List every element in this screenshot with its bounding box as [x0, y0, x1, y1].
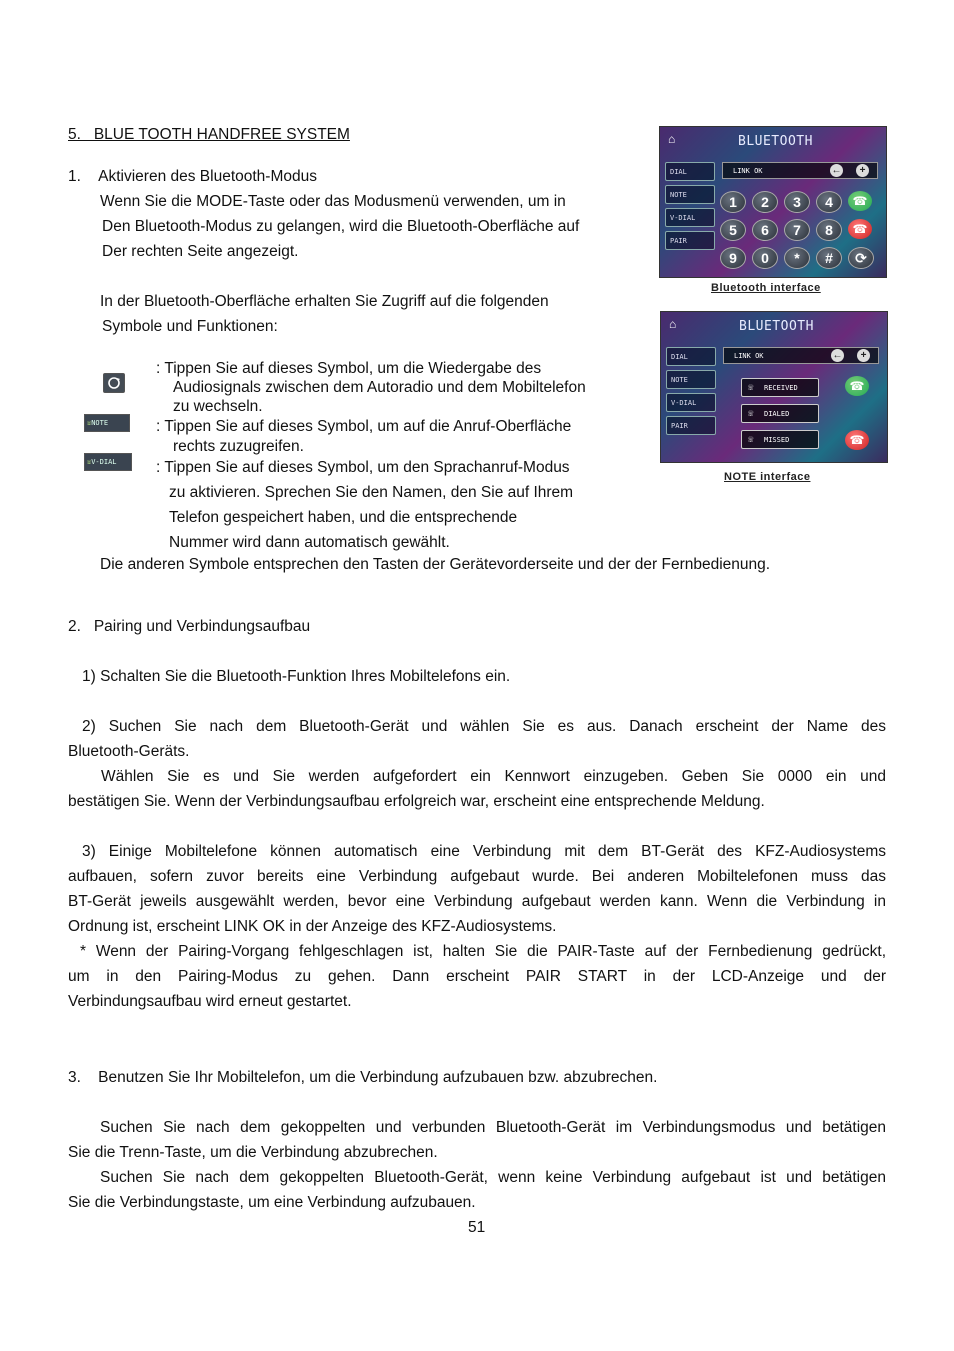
- voice-dial-icon: ☏V-DIAL: [84, 453, 132, 471]
- text-line: zu wechseln.: [173, 398, 263, 415]
- text-line: bestätigen Sie. Wenn der Verbindungsaufbau erfolgreich war, erscheint eine entsprechende Meldung.: [68, 793, 765, 810]
- side-item-note: NOTE: [666, 370, 716, 389]
- side-item-vdial: V-DIAL: [666, 393, 716, 412]
- key-3: 3: [784, 191, 810, 213]
- missed-calls-button: ☏ MISSED: [741, 430, 819, 449]
- plus-icon: +: [856, 164, 869, 177]
- side-item-pair: PAIR: [665, 231, 715, 250]
- text-line: Der rechten Seite angezeigt.: [102, 243, 299, 260]
- text-line: Sie die Trenn-Taste, um die Verbindung abzubrechen.: [68, 1144, 438, 1161]
- hangup-icon: ☎: [848, 219, 872, 239]
- caption-note-interface: NOTE interface: [724, 471, 811, 483]
- back-icon: ←: [831, 165, 842, 176]
- bluetooth-interface-screenshot: [659, 126, 887, 278]
- text-line: um in den Pairing-Modus zu gehen. Dann erscheint PAIR START in der LCD-Anzeige und der: [68, 968, 886, 985]
- text-line: Symbole und Funktionen:: [102, 318, 278, 335]
- side-item-dial: DIAL: [665, 162, 715, 181]
- text-line: Nummer wird dann automatisch gewählt.: [169, 534, 450, 551]
- step-3-title: 3. Benutzen Sie Ihr Mobiltelefon, um die Verbindung aufzubauen bzw. abzubrechen.: [68, 1069, 658, 1086]
- note-interface-screenshot: [660, 311, 888, 463]
- text-line: : Tippen Sie auf dieses Symbol, um die Wiedergabe des: [156, 360, 542, 377]
- section-heading: 5. BLUE TOOTH HANDFREE SYSTEM: [68, 126, 350, 143]
- side-item-note: NOTE: [665, 185, 715, 204]
- screen-title: BLUETOOTH: [739, 319, 814, 334]
- call-icon: ☎: [848, 191, 872, 211]
- text-line: Sie die Verbindungstaste, um eine Verbindung aufzubauen.: [68, 1194, 476, 1211]
- key-0: 0: [752, 247, 778, 269]
- swap-audio-icon: [103, 373, 125, 393]
- home-icon: ⌂: [668, 132, 676, 146]
- dialed-icon: ☏: [748, 409, 754, 419]
- hangup-icon: ☎: [845, 430, 869, 450]
- step-1-title: 1. Aktivieren des Bluetooth-Modus: [68, 168, 317, 185]
- text-line: Die anderen Symbole entsprechen den Tasten der Gerätevorderseite und der der Fernbedienung.: [100, 556, 771, 573]
- page-number: 51: [468, 1219, 486, 1236]
- note-icon: ☏NOTE: [84, 414, 130, 432]
- text-line: * Wenn der Pairing-Vorgang fehlgeschlagen ist, halten Sie die PAIR-Taste auf der Fernbedienung gedrückt,: [80, 943, 886, 960]
- text-line: rechts zuzugreifen.: [173, 438, 304, 455]
- screen-title: BLUETOOTH: [738, 134, 813, 149]
- text-line: Ordnung ist, erscheint LINK OK in der Anzeige des KFZ-Audiosystems.: [68, 918, 557, 935]
- home-icon: ⌂: [669, 317, 677, 331]
- key-8: 8: [816, 219, 842, 241]
- back-icon: ←: [832, 350, 843, 361]
- missed-icon: ☏: [748, 435, 754, 445]
- text-line: In der Bluetooth-Oberfläche erhalten Sie Zugriff auf die folgenden: [100, 293, 549, 310]
- key-5: 5: [720, 219, 746, 241]
- text-line: : Tippen Sie auf dieses Symbol, um den Sprachanruf-Modus: [156, 459, 570, 476]
- text-line: Audiosignals zwischen dem Autoradio und dem Mobiltelefon: [173, 379, 586, 396]
- key-hash: #: [816, 247, 842, 269]
- text-line: zu aktivieren. Sprechen Sie den Namen, den Sie auf Ihrem: [169, 484, 574, 501]
- text-line: : Tippen Sie auf dieses Symbol, um auf die Anruf-Oberfläche: [156, 418, 572, 435]
- side-item-pair: PAIR: [666, 416, 716, 435]
- side-item-vdial: V-DIAL: [665, 208, 715, 227]
- text-line: Den Bluetooth-Modus zu gelangen, wird die Bluetooth-Oberfläche auf: [102, 218, 580, 235]
- key-2: 2: [752, 191, 778, 213]
- key-9: 9: [720, 247, 746, 269]
- dialed-calls-button: ☏ DIALED: [741, 404, 819, 423]
- text-line: BT-Gerät jeweils ausgewählt werden, bevor eine Verbindung aufgebaut werden kann. Wenn die Verbindung in: [68, 893, 886, 910]
- text-line: Verbindungsaufbau wird erneut gestartet.: [68, 993, 352, 1010]
- received-icon: ☏: [748, 383, 754, 393]
- text-line: 2) Suchen Sie nach dem Bluetooth-Gerät und wählen Sie es aus. Danach erscheint der Name des: [82, 718, 886, 735]
- text-line: Telefon gespeichert haben, und die entsprechende: [169, 509, 518, 526]
- key-4: 4: [816, 191, 842, 213]
- text-line: Suchen Sie nach dem gekoppelten Bluetooth-Gerät, wenn keine Verbindung aufgebaut ist und betätigen: [100, 1169, 886, 1186]
- step-2-title: 2. Pairing und Verbindungsaufbau: [68, 618, 311, 635]
- text-line: Suchen Sie nach dem gekoppelten und verbunden Bluetooth-Gerät im Verbindungsmodus und betätigen: [100, 1119, 886, 1136]
- text-line: Bluetooth-Geräts.: [68, 743, 190, 760]
- status-display: LINK OK: [723, 347, 879, 364]
- side-item-dial: DIAL: [666, 347, 716, 366]
- received-calls-button: ☏ RECEIVED: [741, 378, 819, 397]
- call-icon: ☎: [845, 376, 869, 396]
- swap-audio-icon: ⟳: [848, 247, 874, 269]
- text-line: Wählen Sie es und Sie werden aufgefordert ein Kennwort einzugeben. Geben Sie 0000 ein und: [101, 768, 886, 785]
- text-line: aufbauen, sofern zuvor bereits eine Verbindung aufgebaut wurde. Bei anderen Mobiltelefonen muss das: [68, 868, 886, 885]
- text-line: 1) Schalten Sie die Bluetooth-Funktion Ihres Mobiltelefons ein.: [82, 668, 511, 685]
- text-line: 3) Einige Mobiltelefone können automatisch eine Verbindung mit dem BT-Gerät des KFZ-Audiosystems: [82, 843, 886, 860]
- caption-bluetooth-interface: Bluetooth interface: [711, 282, 821, 294]
- key-star: *: [784, 247, 810, 269]
- status-display: LINK OK: [722, 162, 878, 179]
- text-line: Wenn Sie die MODE-Taste oder das Modusmenü verwenden, um in: [100, 193, 566, 210]
- key-7: 7: [784, 219, 810, 241]
- key-6: 6: [752, 219, 778, 241]
- key-1: 1: [720, 191, 746, 213]
- plus-icon: +: [857, 349, 870, 362]
